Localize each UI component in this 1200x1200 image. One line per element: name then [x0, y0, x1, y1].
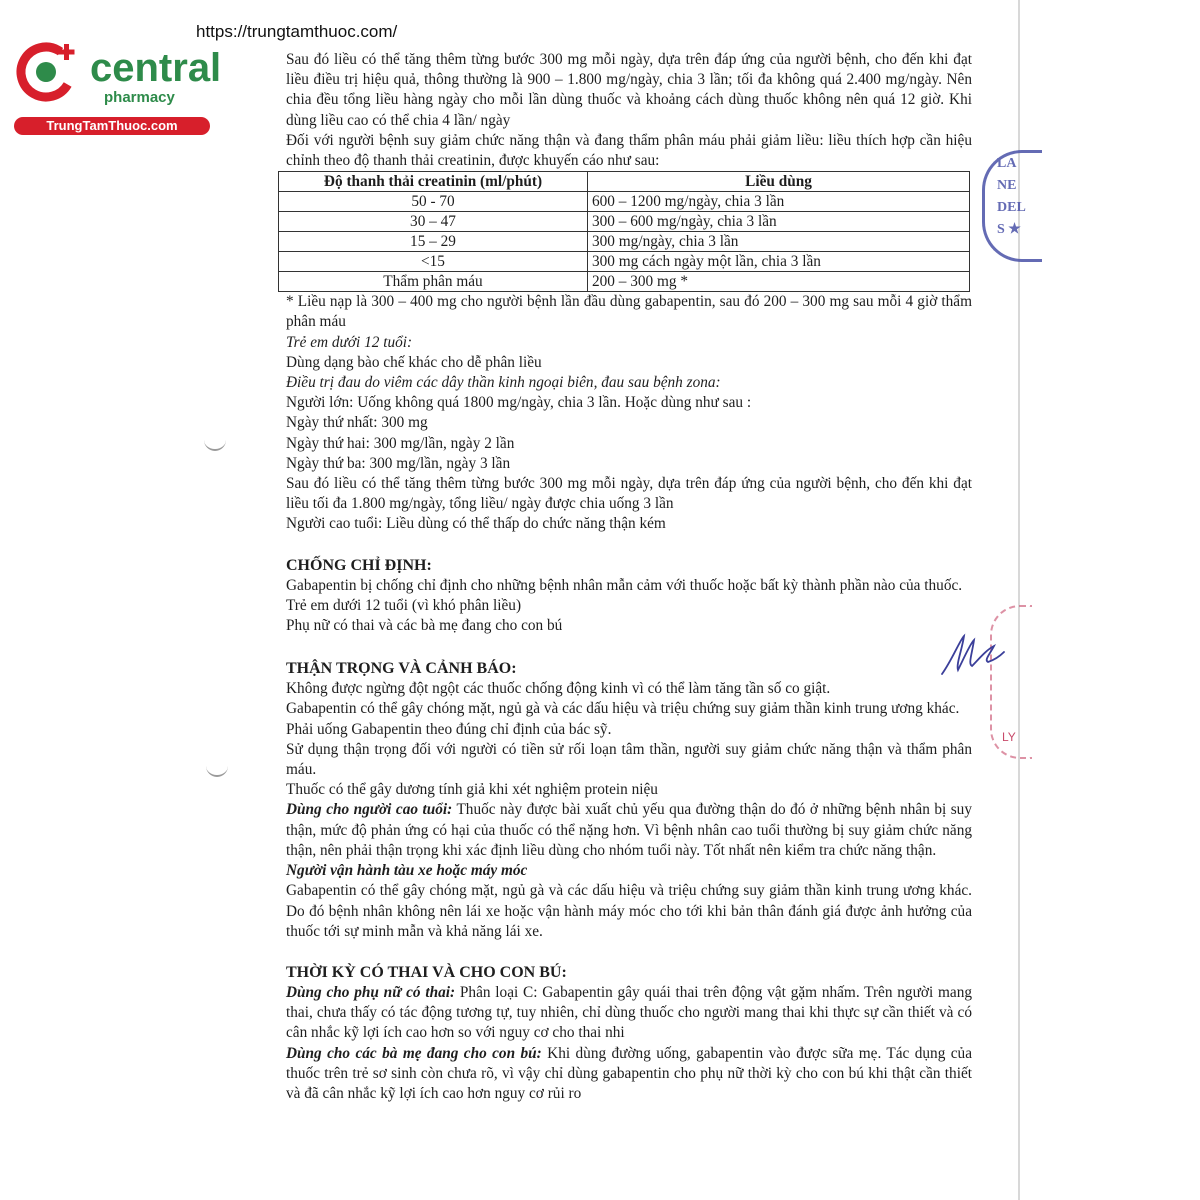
clearance-cell: 15 – 29: [279, 232, 588, 252]
table-header-dose: Liều dùng: [588, 172, 970, 192]
warning-line: Phải uống Gabapentin theo đúng chỉ định của bác sỹ.: [286, 720, 612, 738]
neuropathic-line: Sau đó liều có thể tăng thêm từng bước 300 mg mỗi ngày, dựa trên đáp ứng của người bệnh, cho đến khi đạt liều tối đa 1.800 mg/ngày, tổng liều/ ngày được chia uống 3 lần: [286, 475, 972, 513]
dose-cell: 600 – 1200 mg/ngày, chia 3 lần: [588, 192, 970, 212]
logo-c-cross-icon: [12, 38, 92, 118]
neuropathic-line: Ngày thứ hai: 300 mg/lần, ngày 2 lần: [286, 434, 515, 452]
clearance-cell: <15: [279, 252, 588, 272]
stamp-line: DEL: [997, 200, 1026, 215]
table-footnote: * Liều nạp là 300 – 400 mg cho người bệnh lần đầu dùng gabapentin, sau đó 200 – 300 mg sau mỗi 4 giờ thẩm phân máu: [286, 293, 972, 331]
table-header-row: [279, 172, 970, 192]
dose-cell: 300 mg cách ngày một lần, chia 3 lần: [588, 252, 970, 272]
stamp-line: NE: [997, 178, 1017, 193]
drivers-text: Gabapentin có thể gây chóng mặt, ngủ gà và các dấu hiệu và triệu chứng suy giảm thần kinh trung ương khác. Do đó bệnh nhân không nên lái xe hoặc vận hành máy móc cho tới khi bản thân đánh giá được ảnh hưởng của thuốc tới sự minh mẫn và khả năng lái xe.: [286, 882, 972, 940]
table-row: [279, 192, 970, 212]
clearance-cell: Thẩm phân máu: [279, 272, 588, 292]
dose-cell: 300 mg/ngày, chia 3 lần: [588, 232, 970, 252]
warnings-title: THẬN TRỌNG VÀ CẢNH BÁO:: [286, 660, 517, 678]
contraindication-line: Phụ nữ có thai và các bà mẹ đang cho con bú: [286, 617, 563, 635]
warning-line: Gabapentin có thể gây chóng mặt, ngủ gà và các dấu hiệu và triệu chứng suy giảm thần kinh trung ương khác.: [286, 700, 960, 718]
dose-cell: 300 – 600 mg/ngày, chia 3 lần: [588, 212, 970, 232]
intro-paragraph-1: Sau đó liều có thể tăng thêm từng bước 300 mg mỗi ngày, dựa trên đáp ứng của người bệnh, cho đến khi đạt liều điều trị hiệu quả, thông thường là 900 – 1.800 mg/ngày, chia 3 lần; tối đa không quá 2.400 mg/ngày. Nên chia đều tổng liều hàng ngày cho mỗi lần dùng thuốc và khoảng cách dùng thuốc không nên quá 12 giờ. Khi dùng liều cao có thể chia 4 lần/ ngày: [286, 51, 972, 129]
contraindication-line: Trẻ em dưới 12 tuổi (vì khó phân liều): [286, 596, 522, 614]
table-header-clearance: Độ thanh thải creatinin (ml/phút): [279, 172, 588, 192]
pregnant-paragraph: [286, 983, 972, 1044]
binder-hole-icon: [204, 437, 226, 451]
source-url-link[interactable]: https://trungtamthuoc.com/: [196, 22, 398, 41]
nursing-paragraph: [286, 1044, 972, 1105]
red-stamp-text: LY: [1002, 730, 1016, 744]
stamp-line: LA: [997, 156, 1017, 171]
neuropathic-line: Ngày thứ nhất: 300 mg: [286, 414, 428, 432]
neuropathic-heading: Điều trị đau do viêm các dây thần kinh ngoại biên, đau sau bệnh zona:: [286, 374, 721, 392]
intro-paragraph-2: Đối với người bệnh suy giảm chức năng thận và đang thẩm phân máu phải giảm liều: liều thích hợp cần hiệu chỉnh theo độ thanh thải creatinin, được khuyến cáo như sau:: [286, 131, 972, 170]
pregnant-text: Phân loại C: Gabapentin gây quái thai trên động vật gặm nhấm. Trên người mang thai, chưa thấy có tác động tương tự, tuy nhiên, chỉ dùng thuốc cho người mang thai khi thực sự cần thiết và có cân nhắc kỹ lợi ích cao hơn so với nguy cơ cho thai nhi: [286, 983, 972, 1042]
children-text: Dùng dạng bào chế khác cho dễ phân liều: [286, 353, 542, 371]
stamp-line: S ★: [997, 222, 1021, 237]
warning-line: Sử dụng thận trọng đối với người có tiền sử rối loạn tâm thần, người suy giảm chức năng thận và thẩm phân máu.: [286, 740, 972, 779]
warning-line: Không được ngừng đột ngột các thuốc chống động kinh vì có thể làm tăng tần số co giật.: [286, 680, 831, 698]
signature-icon: [938, 630, 1008, 680]
nursing-label: Dùng cho các bà mẹ đang cho con bú:: [286, 1044, 542, 1062]
logo-wordmark: central: [90, 46, 222, 90]
neuropathic-line: Người lớn: Uống không quá 1800 mg/ngày, chia 3 lần. Hoặc dùng như sau :: [286, 394, 752, 412]
pregnancy-title: THỜI KỲ CÓ THAI VÀ CHO CON BÚ:: [286, 963, 567, 981]
blue-stamp: [982, 150, 1042, 262]
binder-hole-icon: [206, 763, 228, 777]
children-heading: Trẻ em dưới 12 tuổi:: [286, 333, 413, 351]
central-pharmacy-logo: [12, 38, 222, 138]
dose-cell: 200 – 300 mg *: [588, 272, 970, 292]
table-row: [279, 232, 970, 252]
clearance-cell: 30 – 47: [279, 212, 588, 232]
elderly-label: Dùng cho người cao tuổi:: [286, 801, 453, 819]
table-row: [279, 212, 970, 232]
elderly-paragraph: [286, 800, 972, 861]
logo-subtitle: pharmacy: [104, 89, 175, 106]
neuropathic-line: Ngày thứ ba: 300 mg/lần, ngày 3 lần: [286, 454, 511, 472]
table-row: [279, 252, 970, 272]
clearance-cell: 50 - 70: [279, 192, 588, 212]
pregnant-label: Dùng cho phụ nữ có thai:: [286, 983, 456, 1001]
logo-banner: TrungTamThuoc.com: [14, 117, 210, 135]
document-body: [286, 50, 972, 1104]
renal-dose-table: [278, 171, 970, 292]
drivers-label: Người vận hành tàu xe hoặc máy móc: [286, 862, 528, 880]
warning-line: Thuốc có thể gây dương tính giả khi xét nghiệm protein niệu: [286, 781, 658, 799]
neuropathic-line: Người cao tuổi: Liều dùng có thể thấp do chức năng thận kém: [286, 515, 666, 533]
table-row: [279, 272, 970, 292]
contraindications-title: CHỐNG CHỈ ĐỊNH:: [286, 556, 432, 574]
elderly-text: Thuốc này được bài xuất chủ yếu qua đường thận do đó ở những bệnh nhân bị suy thận, mức độ phản ứng có hại của thuốc có thể nặng hơn. Vì bệnh nhân cao tuổi thường bị suy giảm chức năng thận, nên phải thận trọng khi xác định liều dùng cho nhóm tuổi này. Tốt nhất nên kiểm tra chức năng thận.: [286, 801, 972, 859]
nursing-text: Khi dùng đường uống, gabapentin vào được sữa mẹ. Tác dụng của thuốc trên trẻ sơ sinh còn chưa rõ, vì vậy chỉ dùng gabapentin cho phụ nữ thời kỳ cho con bú khi thật cần thiết và đã cân nhắc kỹ lợi ích cao hơn nguy cơ rủi ro: [286, 1044, 972, 1102]
contraindication-line: Gabapentin bị chống chỉ định cho những bệnh nhân mẫn cảm với thuốc hoặc bất kỳ thành phần nào của thuốc.: [286, 576, 963, 594]
